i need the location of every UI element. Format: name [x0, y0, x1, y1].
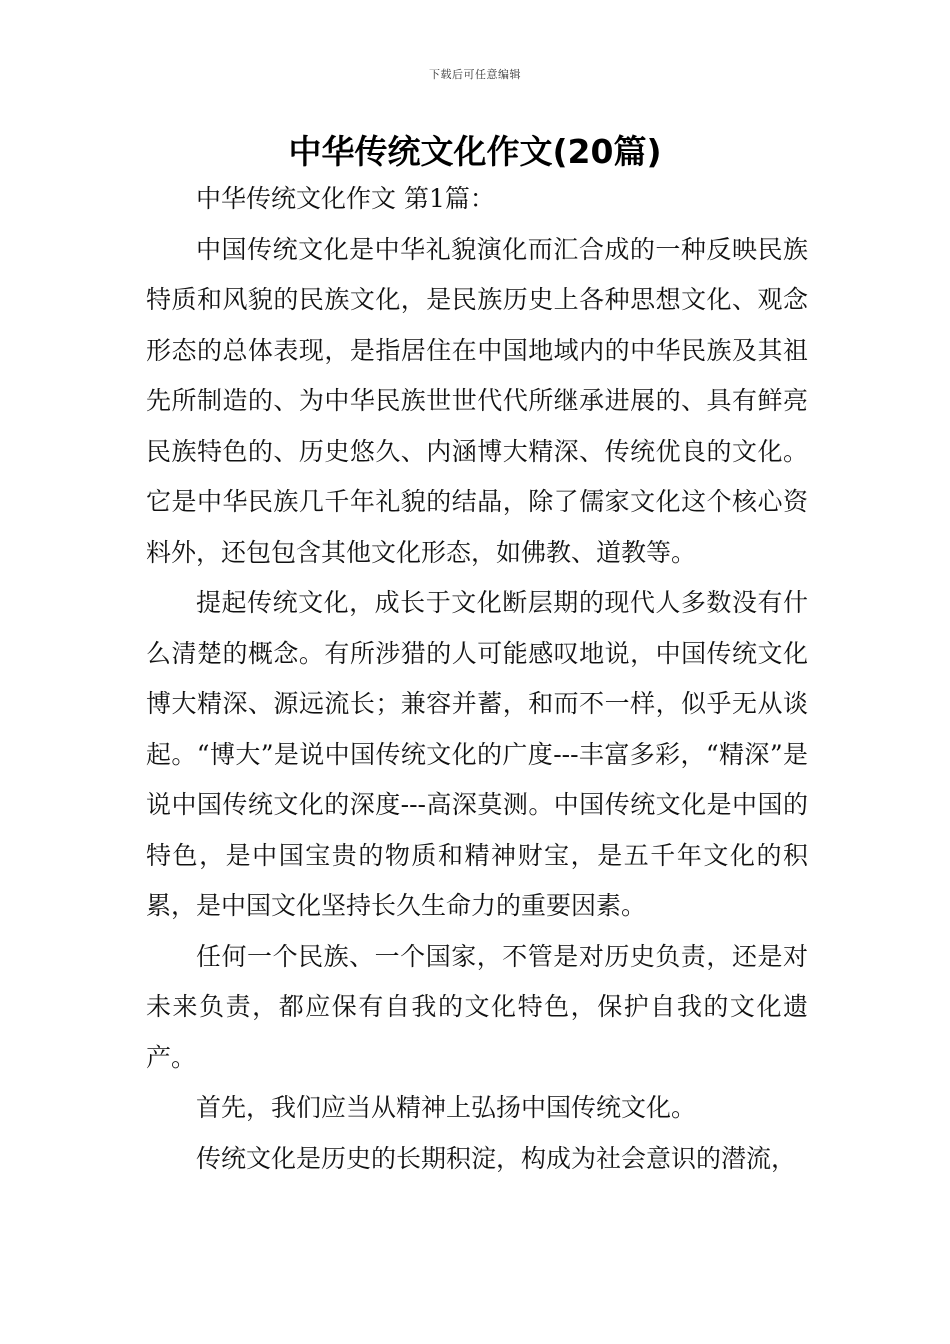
header-note: 下载后可任意编辑 [429, 68, 521, 81]
paragraph-5: 传统文化是历史的长期积淀，构成为社会意识的潜流， [196, 1143, 797, 1173]
document-title: 中华传统文化作文(20篇) [288, 132, 662, 171]
section-subtitle: 中华传统文化作文 第1篇： [196, 184, 495, 213]
paragraph-1: 中国传统文化是中华礼貌演化而汇合成的一种反映民族特质和风貌的民族文化，是民族历史上各种思想文化、观念形态的总体表现，是指居住在中国地域内的中华民族及其祖先所制造的、为中华民族世世代代所继承进展的、具有鲜亮民族特色的、历史悠久、内涵博大精深、传统优良的文化。它是中华民族几千年礼貌的结晶，除了儒家文化这个核心资料外，还包包含其他文化形态，如佛教、道教等。 [146, 234, 808, 567]
paragraph-3: 任何一个民族、一个国家，不管是对历史负责，还是对未来负责，都应保有自我的文化特色，保护自我的文化遗产。 [146, 941, 808, 1072]
paragraph-4: 首先，我们应当从精神上弘扬中国传统文化。 [196, 1093, 697, 1122]
paragraph-2: 提起传统文化，成长于文化断层期的现代人多数没有什么清楚的概念。有所涉猎的人可能感叹地说，中国传统文化博大精深、源远流长；兼容并蓄，和而不一样，似乎无从谈起。“博大”是说中国传统文化的广度---丰富多彩，“精深”是说中国传统文化的深度---高深莫测。中国传统文化是中国的特色，是中国宝贵的物质和精神财宝，是五千年文化的积累，是中国文化坚持长久生命力的重要因素。 [146, 588, 808, 920]
document-body [146, 174, 808, 1184]
